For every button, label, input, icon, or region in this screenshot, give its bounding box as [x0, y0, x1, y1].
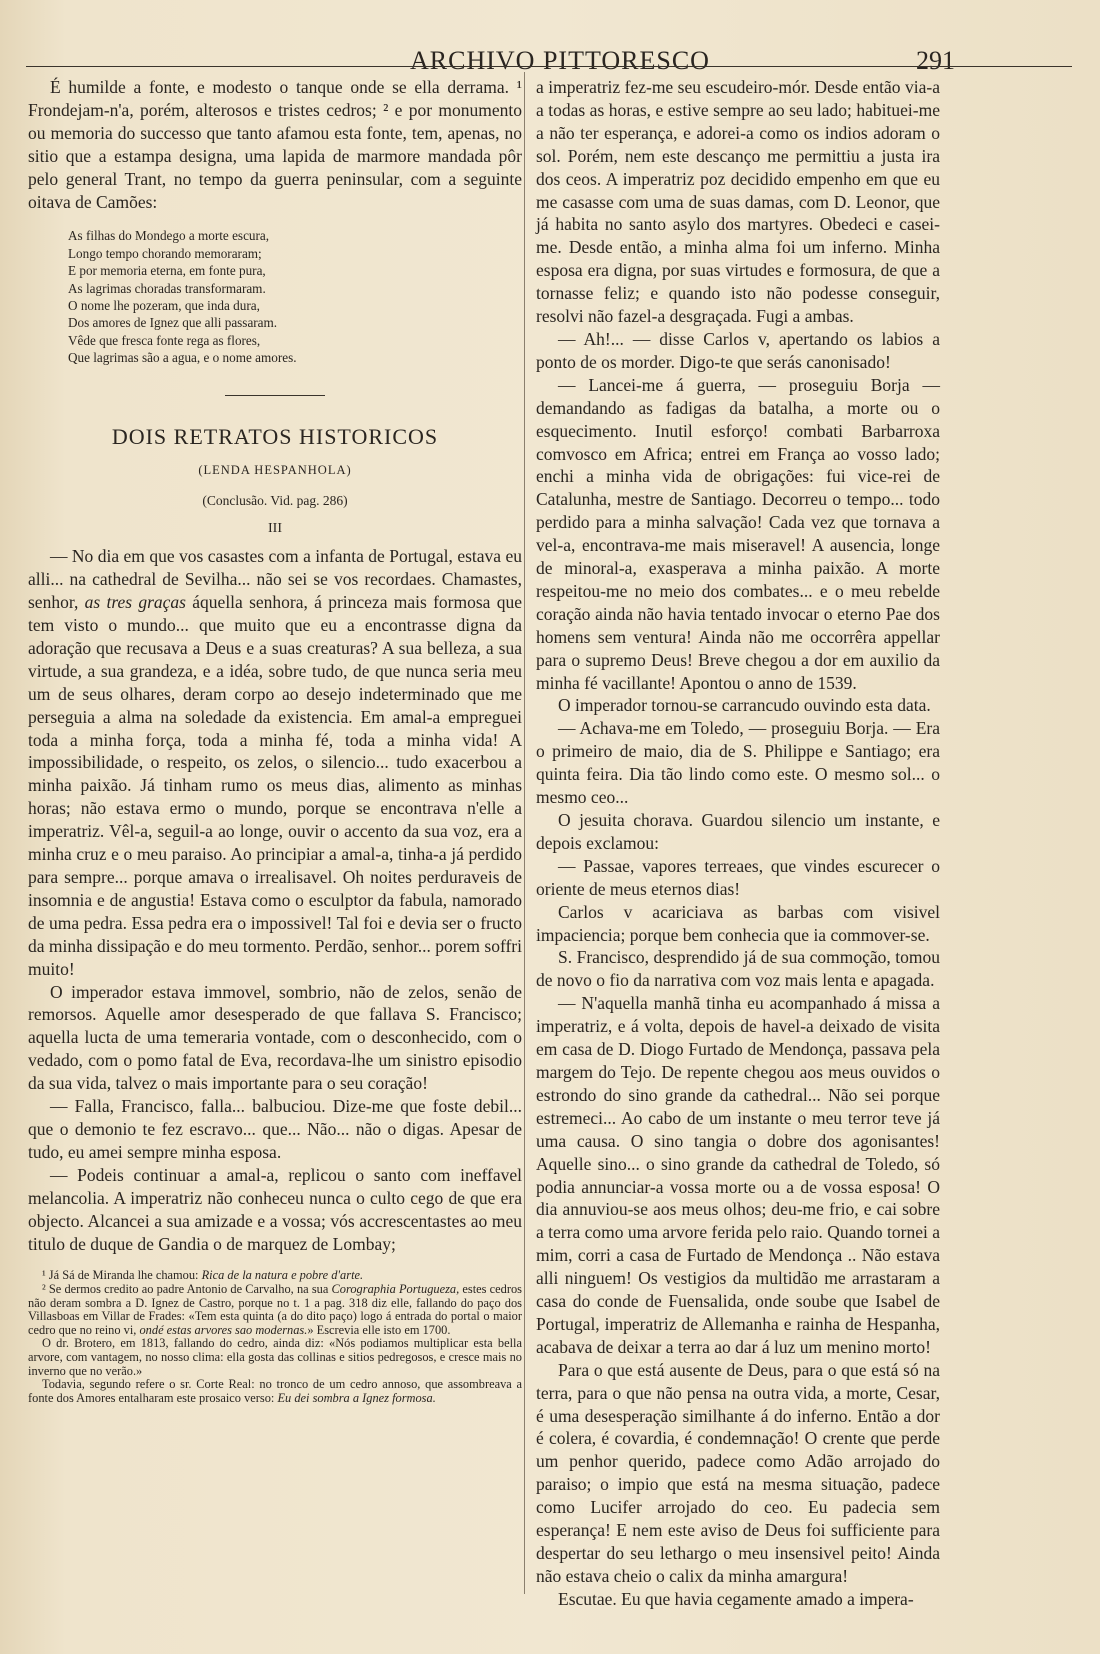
footnotes: [28, 1269, 522, 1405]
paragraph: — Passae, vapores terreaes, que vindes escurecer o oriente de meus eternos dias!: [536, 855, 940, 899]
text-run: — No dia em que vos casastes com a infanta de Portugal, estava eu alli... na cathedral de Sevilha... não sei se vos recordaes. Chamastes, senhor,: [28, 546, 522, 613]
header-rule: [26, 66, 1072, 67]
right-column: [536, 76, 940, 1611]
italic-text: Rica de la natura e pobre d'arte.: [201, 1268, 364, 1283]
paragraph: O jesuita chorava. Guardou silencio um instante, e depois exclamou:: [536, 810, 940, 853]
italic-text: Corographia Portugueza,: [331, 1282, 460, 1296]
paragraph: O imperador tornou-se carrancudo ouvindo esta data.: [558, 695, 931, 716]
text-run: áquella senhora, á princeza mais formosa que tem visto o mundo... que muito que eu a encontrasse digna da adoração que recusava a Deus e a suas creaturas? A sua belleza, a sua virtude, a sua grandeza, e a idéa, sobre tudo, de que nunca seria meu um de seus olhares, deram corpo ao desejo indeterminado que me perseguia a alma na soledade da existencia. Em amal-a empreguei toda a minha força, toda a minha fé, toda a minha vida! A impossibilidade, o respeito, os zelos, o silencio... tudo exacerbou a minha paixão. Já tinham rumo os meus dias, alimento as minhas horas; não estava ermo o mundo, porque se encontrava n'elle a imperatriz. Vêl-a, seguil-a ao longe, ouvir o accento da sua voz, era a minha cruz e o meu paraiso. Ao principiar a amal-a, tinha-a já perdido para sempre... porque amava o irrealisavel. Oh noites perduraveis de insomnia e de angustia! Estava como o esculptor da fabula, namorado de uma pedra. Essa pedra era o impossivel! Tal foi e devia ser o fructo da minha dissipação e do meu tormento. Perdão, senhor... porem soffri muito!: [28, 592, 522, 979]
article-title: DOIS RETRATOS HISTORICOS: [111, 423, 439, 449]
paragraph: Para o que está ausente de Deus, para o que está só na terra, para o que não pensa na outra vida, a morte, Cesar, é uma desesperação similhante á do inferno. Então a dor é colera, é covardia, é condemnação! O crente que perde um penhor querido, padece como Adão arrojado do paraiso; o impio que está na mesma situação, padece como Lucifer arrojado do ceo. Eu padecia sem esperança! E nem este aviso de Deus foi sufficiente para despertar do seu lethargo o meu insensivel peito! Ainda não estava cheio o calix da minha amargura!: [536, 1359, 940, 1586]
paragraph: É humilde a fonte, e modesto o tanque onde se ella derrama. ¹ Frondejam-n'a, porém, alterosos e tristes cedros; ² e por monumento ou memoria do successo que tanto afamou esta fonte, tem, apenas, no sitio que a estampa designa, uma lapida de marmore mandada pôr pelo general Trant, no tempo da guerra peninsular, com a seguinte oitava de Camões:: [28, 77, 522, 212]
verse-line: As filhas do Mondego a morte escura,: [68, 228, 270, 244]
paragraph: Carlos v acariciava as barbas com visivel impaciencia; porque bem conhecia que ia commover-se.: [536, 901, 940, 945]
footnote: [28, 1269, 522, 1283]
footnote: [28, 1378, 522, 1405]
verse-line: Que lagrimas são a agua, e o nome amores.: [68, 350, 297, 366]
text-run: Todavia, segundo refere o sr. Corte Real: no tronco de um cedro annoso, que assombreava a fonte dos Amores entalharam este prosaico verso:: [28, 1377, 522, 1405]
paragraph: a imperatriz fez-me seu escudeiro-mór. Desde então via-a a todas as horas, e estive sempre ao seu lado; habituei-me a não ter esperança, e adorei-a como os indios adoram o sol. Porém, nem este descanço me permittiu a justa ira dos ceos. A imperatriz poz decidido empenho em que eu me casasse com uma de suas damas, com D. Leonor, que já habita no santo asylo dos martyres. Obedeci e casei-me. Desde então, a minha alma foi um inferno. Minha esposa era digna, por suas virtudes e formosura, de que a tornasse feliz; e quando isto não podesse conseguir, resolvi não fazel-a desgraçada. Fugi a ambas.: [536, 77, 940, 327]
section-number: III: [268, 521, 282, 537]
paragraph: — N'aquella manhã tinha eu acompanhado á missa a imperatriz, e á volta, depois de havel-a deixado de visita em casa de D. Diogo Furtado de Mendonça, passava pela margem do Tejo. De repente chegou aos meus ouvidos o estrondo do sino grande da cathedral... Não sei porque estremeci... Ao cabo de um instante o meu terror teve já uma causa. O sino tangia o dobre dos agonisantes! Aquelle sino... o sino grande da cathedral de Toledo, só podia annunciar-a vossa morte ou a de vossa esposa! O dia annuviou-se aos meus olhos; deu-me frio, e cai sobre a terra como uma arvore ferida pelo raio. Quando tornei a mim, corri a casa de Furtado de Mendonça .. Não estava alli ninguem! Os vestigios da multidão me arrastaram a casa do conde de Fuensalida, onde soube que Isabel de Portugal, imperatriz de Allemanha e rainha de Hespanha, acabava de deixar a terra ao dar á luz um menino morto!: [536, 993, 940, 1357]
text-run: ¹ Já Sá de Miranda lhe chamou:: [42, 1268, 202, 1283]
paragraph: — Falla, Francisco, falla... balbuciou. Dize-me que foste debil... que o demonio te fez escravo... que... Não... não o digas. Apesar de tudo, eu amei sempre minha esposa.: [28, 1096, 522, 1162]
continuation-note: (Conclusão. Vid. pag. 286): [202, 492, 348, 508]
paragraph: [28, 545, 522, 980]
verse-line: O nome lhe pozeram, que inda dura,: [68, 298, 260, 314]
verse-line: Longo tempo chorando memoraram;: [68, 245, 262, 261]
text-run: » Escrevia elle isto em 1700.: [307, 1322, 451, 1337]
article-subtitle: (LENDA HESPANHOLA): [198, 462, 352, 477]
page-header: [0, 18, 1100, 75]
paragraph: Escutae. Eu que havia cegamente amado a impera-: [558, 1588, 914, 1609]
paragraph: S. Francisco, desprendido já de sua commoção, tomou de novo o fio da narrativa com voz mais lenta e apagada.: [536, 947, 940, 991]
page-number: 291: [916, 46, 955, 75]
paragraph: O imperador estava immovel, sombrio, não de zelos, senão de remorsos. Aquelle amor desesperado de que fallava S. Francisco; aquella lucta de uma temeraria vontade, com o desconhecido, com o vedado, com o pomo fatal de Eva, recordava-lhe um sinistro episodio da sua vida, talvez o mais importante para o seu coração!: [28, 981, 522, 1094]
text-run: estes cedros não deram sombra a D. Ignez de Castro, porque no t. 1 a pag. 318 diz elle, fallando do paço dos Villasboas em Villar de Frades: «Tem esta quinta (a do dito paço) logo á entrada do portal o maior cedro que no reino vi,: [28, 1282, 522, 1337]
verse-line: Dos amores de Ignez que alli passaram.: [68, 315, 278, 331]
camoes-verse: [68, 227, 522, 366]
column-divider: [524, 72, 525, 1594]
footnote: O dr. Brotero, em 1813, fallando do cedro, ainda diz: «Nós podiamos multiplicar esta bella arvore, com vantagem, no nosso clima: ella gosta das collinas e sitios pedregosos, e cresce mais no inverno que no verão.»: [28, 1336, 522, 1378]
text-run: ² Se dermos credito ao padre Antonio de Carvalho, na sua: [42, 1282, 332, 1296]
italic-text: as tres graças: [84, 592, 186, 613]
verse-line: As lagrimas choradas transformaram.: [68, 280, 266, 296]
paragraph: — Achava-me em Toledo, — proseguiu Borja. — Era o primeiro de maio, dia de S. Philippe e Santiago; era quinta feira. Dia tão lindo como este. O mesmo sol... o mesmo ceo...: [536, 718, 940, 808]
running-head: ARCHIVO PITTORESCO: [410, 46, 710, 75]
paragraph: — Podeis continuar a amal-a, replicou o santo com ineffavel melancolia. A imperatriz não conheceu nunca o culto cego de que era objecto. Alcancei a sua amizade e a vossa; vós accrescentastes ao meu titulo de duque de Gandia o de marquez de Lombay;: [28, 1164, 522, 1254]
footnote: [28, 1283, 522, 1337]
italic-text: ondé estas arvores sao modernas.: [139, 1322, 308, 1337]
section-divider: [225, 395, 325, 396]
left-column: [28, 76, 522, 1405]
paragraph: — Lancei-me á guerra, — proseguiu Borja — demandando as fadigas da batalha, a morte ou o esquecimento. Inutil esforço! combati Barbarroxa comvosco em Africa; entrei em França ao vosso lado; enchi a minha vida de obrigações: fui vice-rei de Catalunha, mestre de Santiago. Decorreu o tempo... todo perdido para a minha salvação! Cada vez que tornava a vel-a, encontrava-me mais miseravel! A ausencia, longe de minoral-a, exasperava a minha paixão. A morte respeitou-me no meio dos combates... e o meu rebelde coração ainda não havia tentado invocar o eterno Pae dos homens sem ventura! Ainda não me occorrêra appellar para o supremo Deus! Breve chegou a dor em auxilio da minha fé vacillante! Apontou o anno de 1539.: [536, 374, 940, 693]
italic-text: Eu dei sombra a Ignez formosa.: [277, 1390, 436, 1405]
paragraph: — Ah!... — disse Carlos v, apertando os labios a ponto de os morder. Digo-te que serás canonisado!: [536, 328, 940, 372]
verse-line: Vêde que fresca fonte rega as flores,: [68, 332, 261, 348]
verse-line: E por memoria eterna, em fonte pura,: [68, 263, 266, 279]
